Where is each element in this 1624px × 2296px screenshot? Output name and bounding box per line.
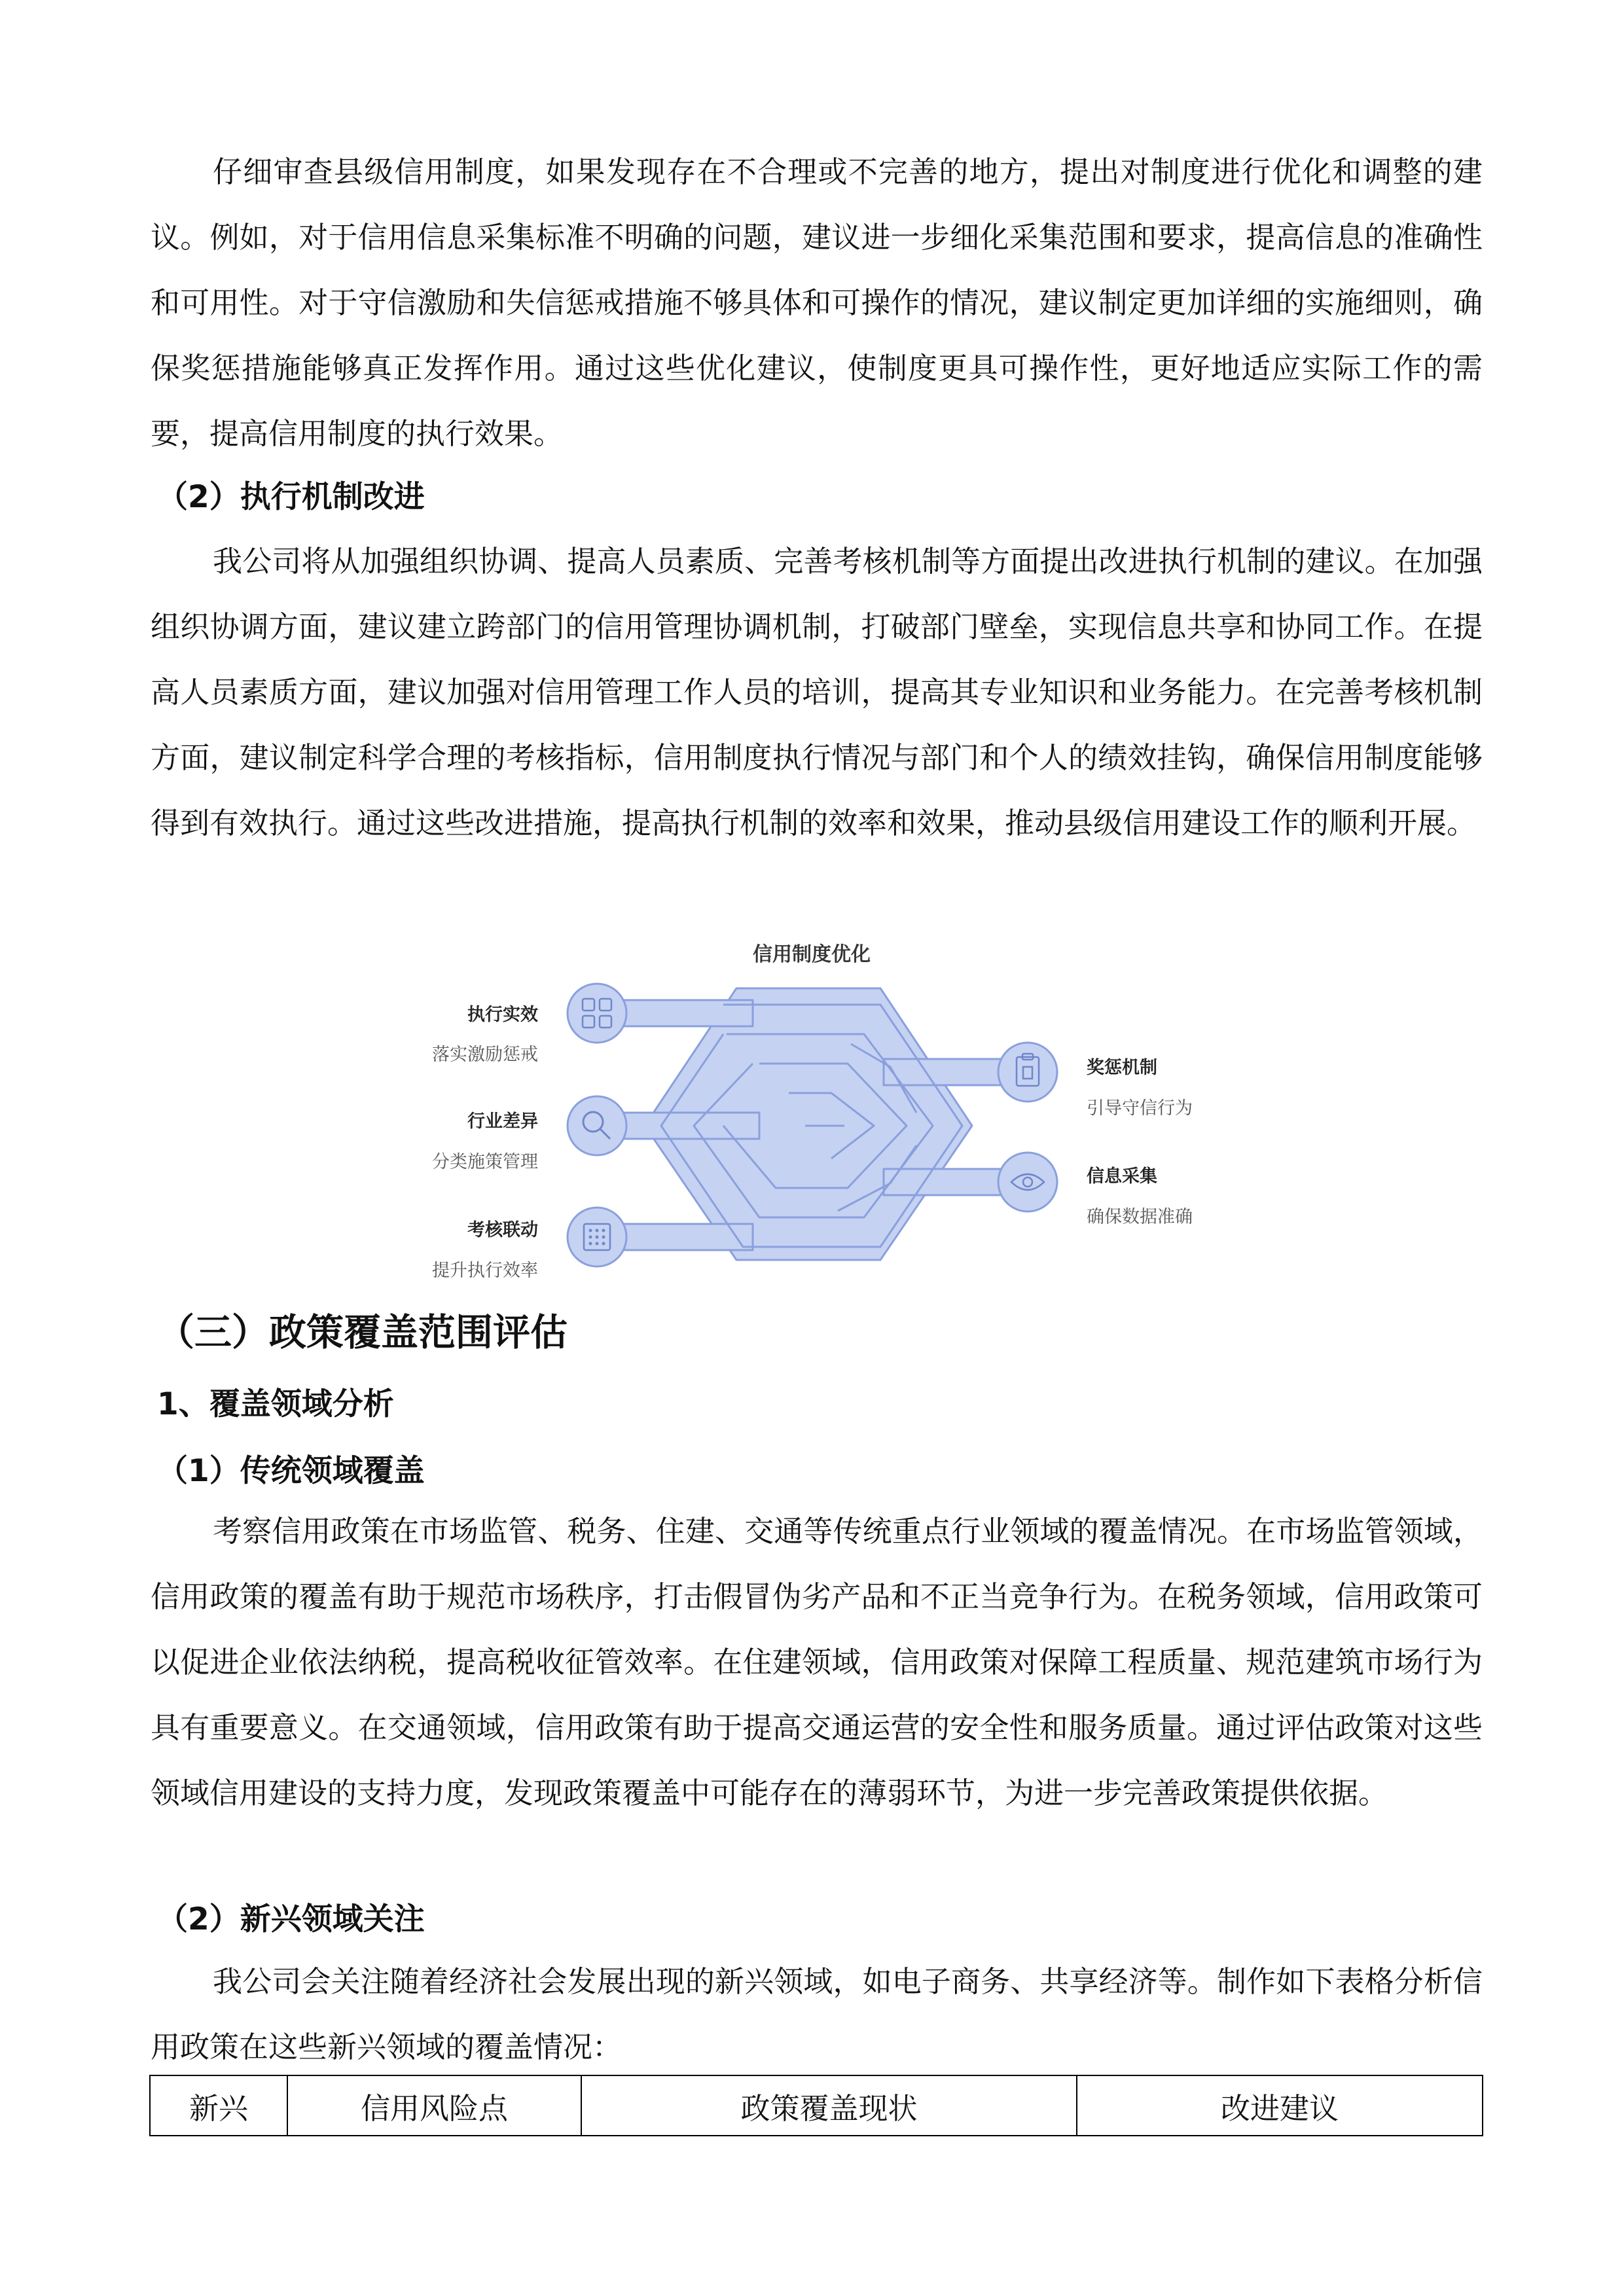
node-sub: 确保数据准确 <box>1087 1207 1193 1227</box>
node-left-assessment <box>432 1208 626 1281</box>
node-label: 执行实效 <box>467 1005 538 1025</box>
node-sub: 引导守信行为 <box>1087 1098 1193 1119</box>
heading-policy-coverage: （三）政策覆盖范围评估 <box>157 1311 568 1354</box>
paragraph-execution-mechanism: 我公司将从加强组织协调、提高人员素质、完善考核机制等方面提出改进执行机制的建议。在加强组织协调方面，建议建立跨部门的信用管理协调机制，打破部门壁垒，实现信息共享和协同工作。在提高人员素质方面，建议加强对信用管理工作人员的培训，提高其专业知识和业务能力。在完善考核机制方面，建议制定科学合理的考核指标，信用制度执行情况与部门和个人的绩效挂钩，确保信用制度能够得到有效执行。通过这些改进措施，提高执行机制的效率和效果，推动县级信用建设工作的顺利开展。 <box>151 544 1483 840</box>
table-header-cell: 政策覆盖现状 <box>581 2075 1077 2136</box>
diagram-title: 信用制度优化 <box>753 943 871 966</box>
node-right-reward-punish <box>998 1043 1193 1119</box>
node-sub: 提升执行效率 <box>432 1261 538 1281</box>
heading-execution-mechanism: （2）执行机制改进 <box>157 479 425 515</box>
emerging-areas-table <box>149 2075 1483 2136</box>
table-header-row <box>150 2075 1483 2136</box>
node-sub: 分类施策管理 <box>432 1152 538 1172</box>
paragraph-system-optimization: 仔细审查县级信用制度，如果发现存在不合理或不完善的地方，提出对制度进行优化和调整的建议。例如，对于信用信息采集标准不明确的问题，建议进一步细化采集范围和要求，提高信息的准确性和可用性。对于守信激励和失信惩戒措施不够具体和可操作的情况，建议制定更加详细的实施细则，确保奖惩措施能够真正发挥作用。通过这些优化建议，使制度更具可操作性，更好地适应实际工作的需要，提高信用制度的执行效果。 <box>151 154 1483 451</box>
node-label: 信息采集 <box>1087 1166 1157 1187</box>
heading-emerging-focus: （2）新兴领域关注 <box>157 1901 425 1937</box>
node-left-industry <box>432 1096 626 1172</box>
node-label: 考核联动 <box>467 1220 538 1240</box>
paragraph-emerging-focus: 我公司会关注随着经济社会发展出现的新兴领域，如电子商务、共享经济等。制作如下表格分析信用政策在这些新兴领域的覆盖情况： <box>151 1964 1483 2064</box>
heading-traditional-coverage: （1）传统领域覆盖 <box>157 1453 425 1489</box>
node-left-execution <box>432 984 626 1065</box>
heading-coverage-analysis: 1、覆盖领域分析 <box>157 1386 394 1422</box>
diagram-pipes <box>609 988 1028 1260</box>
table-header-cell: 改进建议 <box>1077 2075 1483 2136</box>
node-sub: 落实激励惩戒 <box>432 1045 538 1065</box>
node-right-info-collection <box>998 1153 1193 1227</box>
table-header-cell: 新兴 <box>150 2075 287 2136</box>
table-header-cell: 信用风险点 <box>287 2075 581 2136</box>
node-label: 行业差异 <box>467 1111 538 1132</box>
paragraph-traditional-coverage: 考察信用政策在市场监管、税务、住建、交通等传统重点行业领域的覆盖情况。在市场监管领域，信用政策的覆盖有助于规范市场秩序，打击假冒伪劣产品和不正当竞争行为。在税务领域，信用政策可以促进企业依法纳税，提高税收征管效率。在住建领域，信用政策对保障工程质量、规范建筑市场行为具有重要意义。在交通领域，信用政策有助于提高交通运营的安全性和服务质量。通过评估政策对这些领域信用建设的支持力度，发现政策覆盖中可能存在的薄弱环节，为进一步完善政策提供依据。 <box>151 1514 1483 1810</box>
node-label: 奖惩机制 <box>1087 1058 1157 1078</box>
